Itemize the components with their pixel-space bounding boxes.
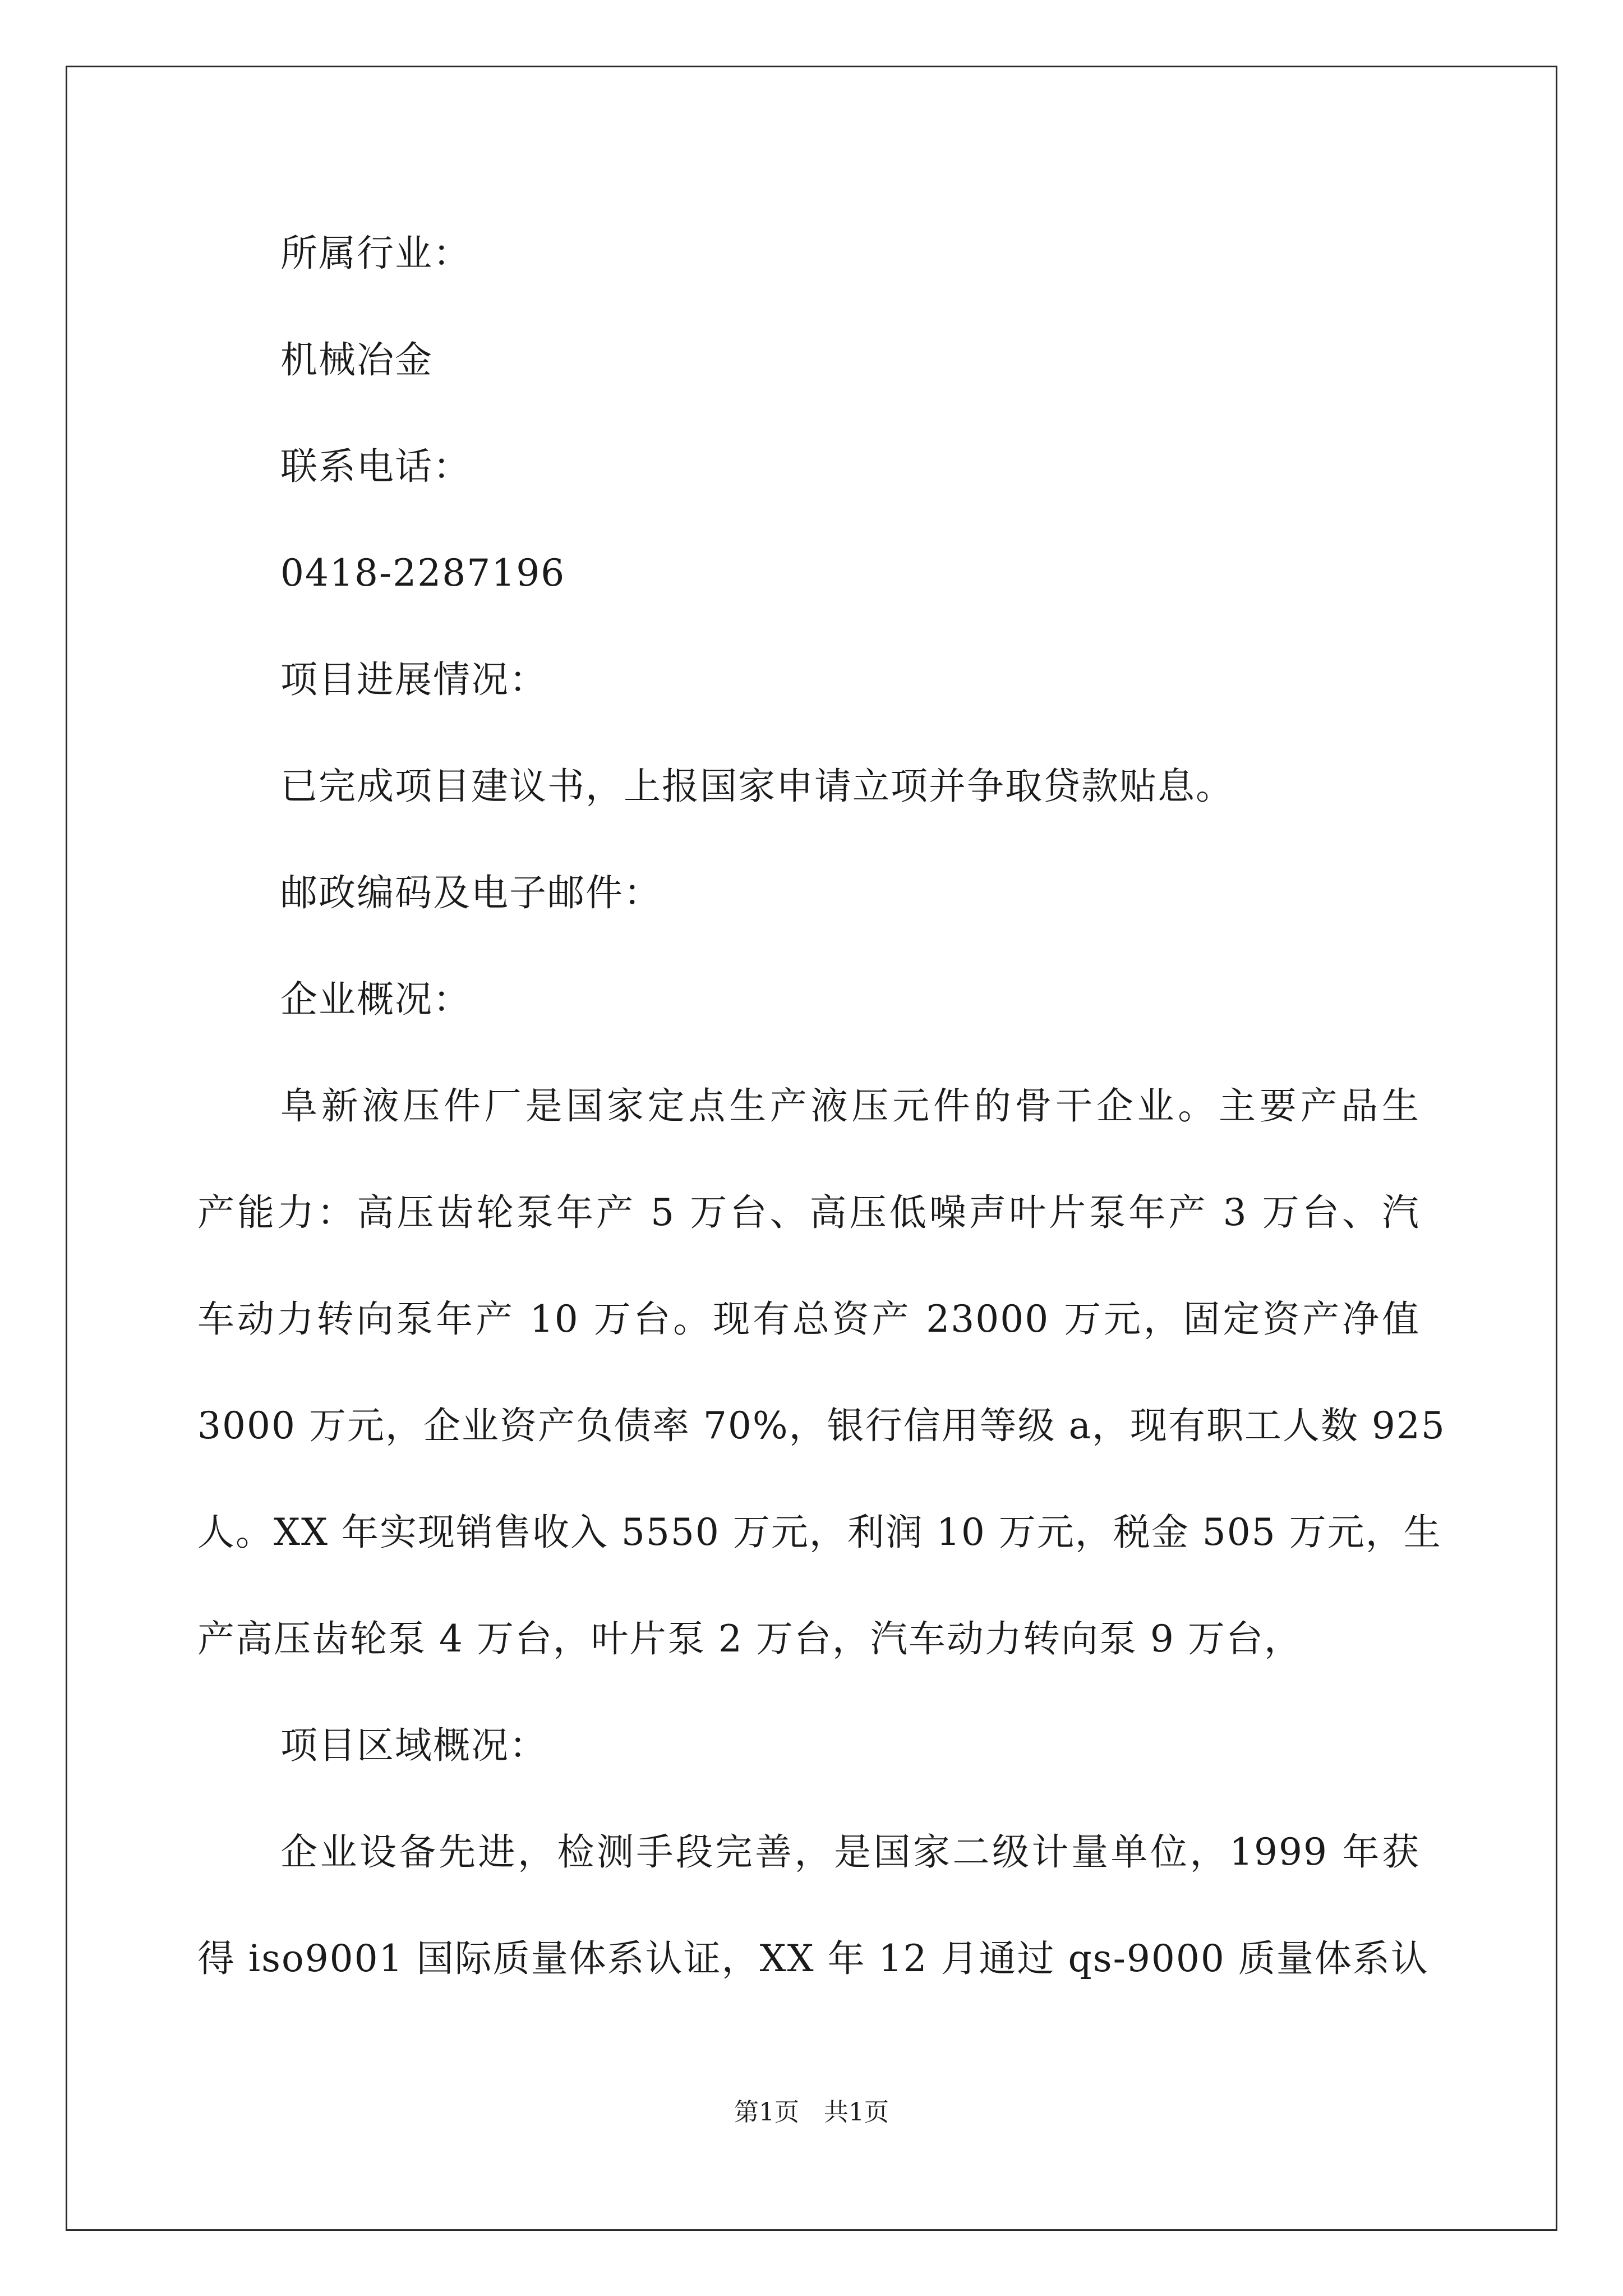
field-label-company-overview: 企业概况： (280, 978, 471, 1021)
field-value-phone: 0418-2287196 (280, 551, 566, 595)
paragraph-line: 3000 万元，企业资产负债率 70%，银行信用等级 a，现有职工人数 925 (197, 1404, 1446, 1447)
paragraph-line: 人。XX 年实现销售收入 5550 万元，利润 10 万元，税金 505 万元，生 (197, 1511, 1442, 1554)
field-label-project-area: 项目区域概况： (280, 1724, 547, 1767)
field-value-industry: 机械冶金 (280, 338, 433, 381)
paragraph-line: 得 iso9001 国际质量体系认证，XX 年 12 月通过 qs-9000 质量体系认 (197, 1937, 1429, 1980)
field-label-phone: 联系电话： (280, 445, 471, 488)
page-number: 第1页 共1页 (734, 2098, 889, 2127)
page-border (66, 66, 1557, 2231)
paragraph-line: 企业设备先进，检测手段完善，是国家二级计量单位，1999 年获 (280, 1830, 1420, 1874)
paragraph-line: 车动力转向泵年产 10 万台。现有总资产 23000 万元，固定资产净值 (197, 1297, 1420, 1341)
field-label-progress: 项目进展情况： (280, 658, 547, 701)
paragraph-line: 产能力：高压齿轮泵年产 5 万台、高压低噪声叶片泵年产 3 万台、汽 (197, 1191, 1420, 1234)
field-label-postal-email: 邮政编码及电子邮件： (280, 871, 662, 914)
field-label-industry: 所属行业： (280, 232, 471, 275)
paragraph-line: 阜新液压件厂是国家定点生产液压元件的骨干企业。主要产品生 (280, 1084, 1420, 1128)
field-value-progress: 已完成项目建议书，上报国家申请立项并争取贷款贴息。 (280, 765, 1234, 808)
paragraph-line: 产高压齿轮泵 4 万台，叶片泵 2 万台，汽车动力转向泵 9 万台， (197, 1617, 1302, 1660)
